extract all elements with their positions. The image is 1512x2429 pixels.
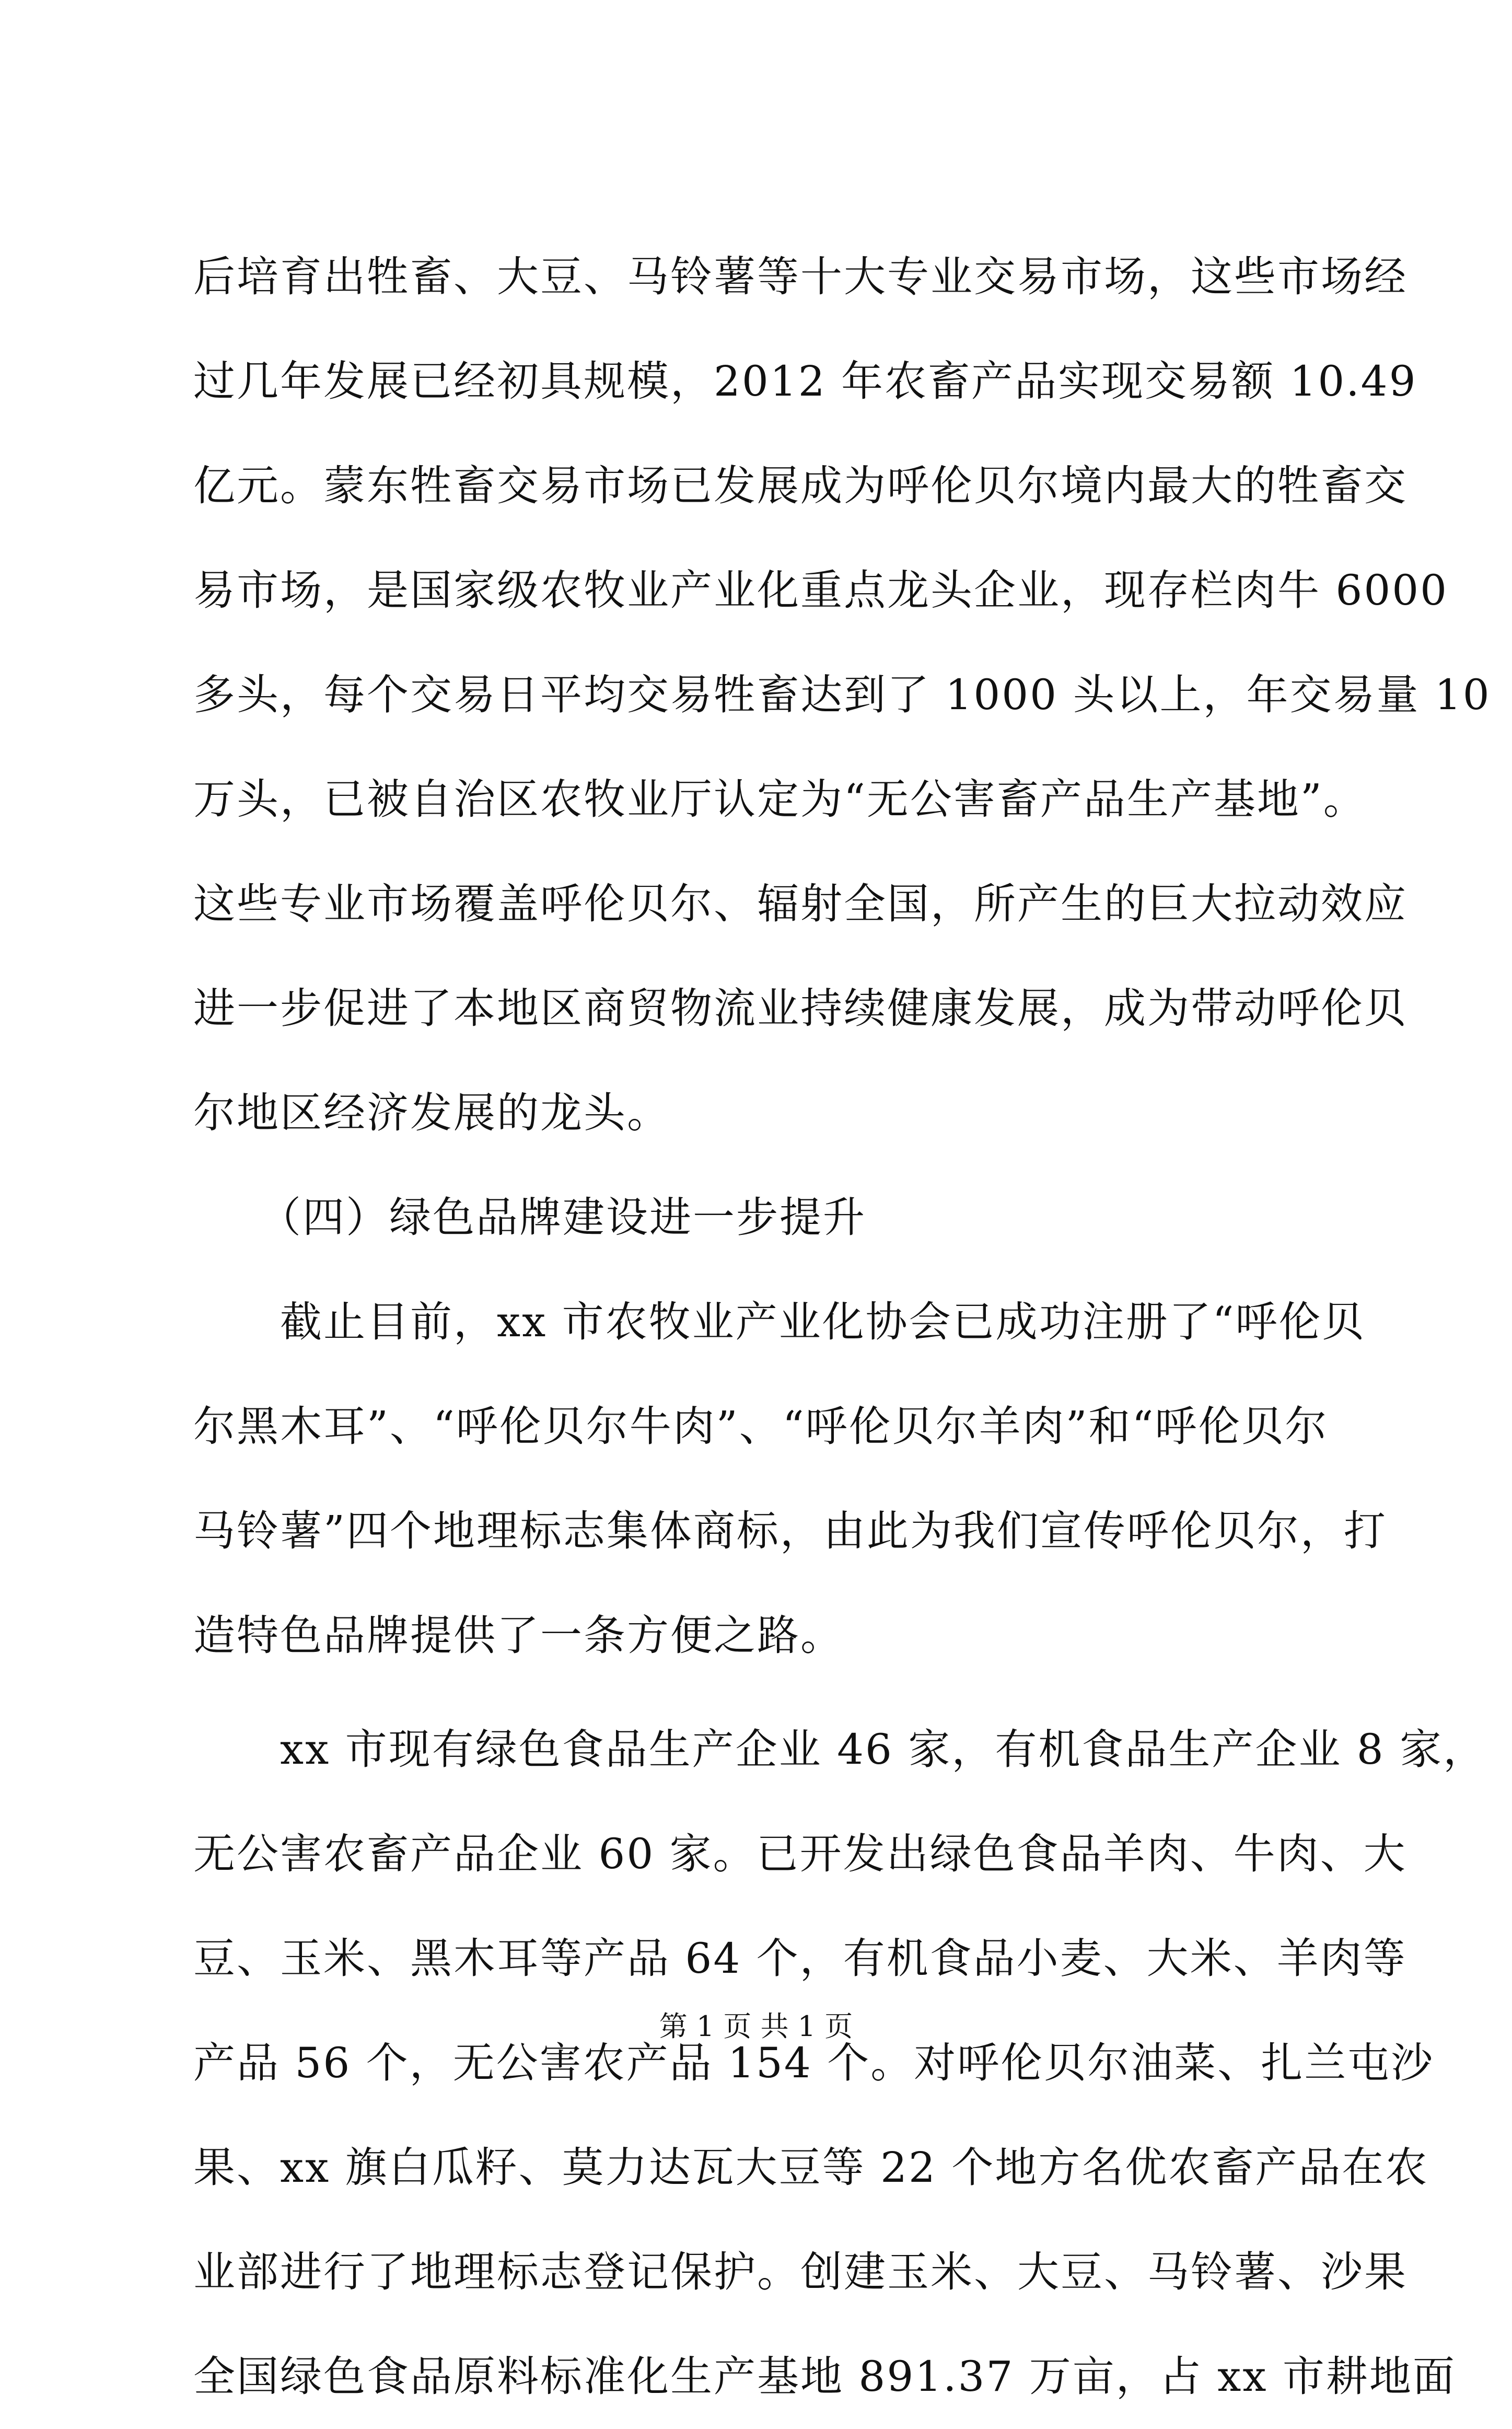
section-heading — [193, 1165, 1343, 1270]
text-line: 尔黑木耳”、“呼伦贝尔牛肉”、“呼伦贝尔羊肉”和“呼伦贝尔 — [193, 1402, 1329, 1451]
text-line: 果、xx 旗白瓜籽、莫力达瓦大豆等 22 个地方名优农畜产品在农 — [193, 2143, 1429, 2192]
text-line: 马铃薯”四个地理标志集体商标，由此为我们宣传呼伦贝尔，打 — [193, 1507, 1387, 1555]
text-line: 过几年发展已经初具规模，2012 年农畜产品实现交易额 10.49 — [193, 357, 1417, 406]
text-line: 截止目前，xx 市农牧业产业化协会已成功注册了“呼伦贝 — [193, 1298, 1366, 1346]
text-line: 产品 56 个，无公害农产品 154 个。对呼伦贝尔油菜、扎兰屯沙 — [193, 2039, 1435, 2087]
page-number-footer: 第 1 页 共 1 页 — [659, 2010, 853, 2043]
paragraph — [193, 225, 1491, 1165]
text-line: 尔地区经济发展的龙头。 — [193, 1089, 670, 1137]
text-line: 造特色品牌提供了一条方便之路。 — [193, 1611, 844, 1660]
text-line: 豆、玉米、黑木耳等产品 64 个，有机食品小麦、大米、羊肉等 — [193, 1934, 1407, 1983]
paragraph-spacer — [193, 1688, 1343, 1697]
document-body — [193, 225, 1491, 2429]
text-line: 全国绿色食品原料标准化生产基地 891.37 万亩，占 xx 市耕地面 — [193, 2352, 1456, 2401]
text-line: 易市场，是国家级农牧业产业化重点龙头企业，现存栏肉牛 6000 — [193, 566, 1449, 615]
paragraph — [193, 1697, 1487, 2429]
text-line: 业部进行了地理标志登记保护。创建玉米、大豆、马铃薯、沙果 — [193, 2248, 1408, 2296]
text-line: 亿元。蒙东牲畜交易市场已发展成为呼伦贝尔境内最大的牲畜交 — [193, 461, 1408, 510]
text-line: xx 市现有绿色食品生产企业 46 家，有机食品生产企业 8 家， — [193, 1725, 1487, 1774]
text-line: 进一步促进了本地区商贸物流业持续健康发展，成为带动呼伦贝 — [193, 984, 1408, 1033]
text-line: 多头，每个交易日平均交易牲畜达到了 1000 头以上，年交易量 10 — [193, 670, 1491, 719]
text-line: 这些专业市场覆盖呼伦贝尔、辐射全国，所产生的巨大拉动效应 — [193, 880, 1408, 928]
paragraph — [193, 1270, 1387, 1688]
section-heading-text: （四）绿色品牌建设进一步提升 — [193, 1193, 866, 1242]
text-line: 万头，已被自治区农牧业厅认定为“无公害畜产品生产基地”。 — [193, 775, 1367, 824]
text-line: 无公害农畜产品企业 60 家。已开发出绿色食品羊肉、牛肉、大 — [193, 1830, 1407, 1878]
text-line: 后培育出牲畜、大豆、马铃薯等十大专业交易市场，这些市场经 — [193, 252, 1408, 301]
